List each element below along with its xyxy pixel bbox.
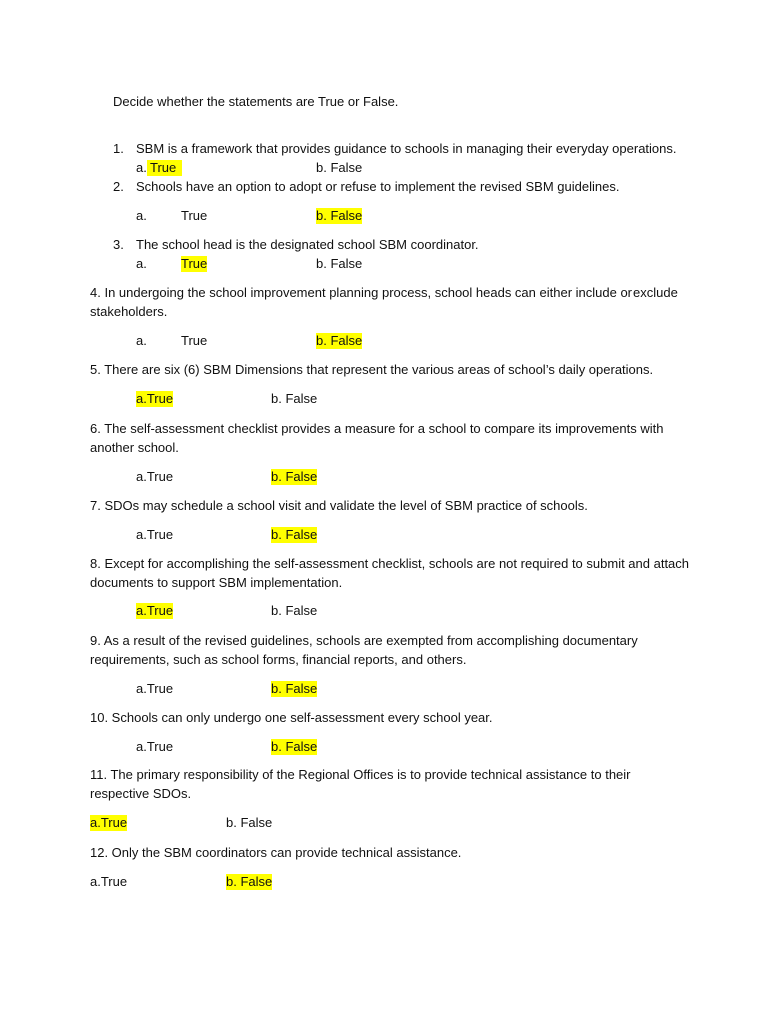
question-6-text-line1: 6. The self-assessment checklist provides a measure for a school to compare its improvements with (90, 421, 664, 436)
question-7-text: 7. SDOs may schedule a school visit and validate the level of SBM practice of schools. (90, 498, 588, 513)
question-10-option-a: a.True (136, 739, 174, 754)
question-9-option-b: b. False (271, 681, 318, 696)
question-8-text-line1: 8. Except for accomplishing the self-assessment checklist, schools are not required to submit and attach (90, 556, 690, 571)
question-1-option-b: b. False (316, 160, 363, 175)
question-5-option-a: a.True (136, 391, 174, 406)
question-11-text-line2: respective SDOs. (90, 786, 192, 801)
question-11-option-b: b. False (226, 815, 273, 830)
question-2-number: 2. (113, 179, 124, 194)
question-10-option-b: b. False (271, 739, 318, 754)
question-1-number: 1. (113, 141, 124, 156)
question-7-option-a: a.True (136, 527, 174, 542)
question-9-option-a: a.True (136, 681, 174, 696)
question-7-option-b: b. False (271, 527, 318, 542)
question-3-option-a-label: True (181, 256, 208, 271)
question-4-text-line1: 4. In undergoing the school improvement planning process, school heads can either include or (90, 285, 633, 300)
question-9-text-line2: requirements, such as school forms, financial reports, and others. (90, 652, 467, 667)
question-4-option-a-prefix: a. (136, 333, 147, 348)
question-3-text: The school head is the designated school SBM coordinator. (136, 237, 479, 252)
question-4-option-a-label: True (181, 333, 208, 348)
question-12-option-a: a.True (90, 874, 128, 889)
question-2-text: Schools have an option to adopt or refuse to implement the revised SBM guidelines. (136, 179, 620, 194)
question-8-option-a: a.True (136, 603, 174, 618)
question-2-option-b: b. False (316, 208, 363, 223)
instruction-text: Decide whether the statements are True or False. (113, 94, 399, 109)
question-3-number: 3. (113, 237, 124, 252)
question-11-text-line1: 11. The primary responsibility of the Regional Offices is to provide technical assistance to their (90, 767, 631, 782)
question-3-option-a-prefix: a. (136, 256, 147, 271)
question-12-option-b: b. False (226, 874, 273, 889)
question-4-option-b: b. False (316, 333, 363, 348)
question-2-option-a-prefix: a. (136, 208, 147, 223)
question-5-text: 5. There are six (6) SBM Dimensions that represent the various areas of school’s daily operations. (90, 362, 654, 377)
question-12-text: 12. Only the SBM coordinators can provide technical assistance. (90, 845, 462, 860)
question-10-text: 10. Schools can only undergo one self-assessment every school year. (90, 710, 493, 725)
question-1-option-a-prefix: a. (136, 160, 147, 175)
question-1-text: SBM is a framework that provides guidance to schools in managing their everyday operations. (136, 141, 677, 156)
question-5-option-b: b. False (271, 391, 318, 406)
question-9-text-line1: 9. As a result of the revised guidelines, schools are exempted from accomplishing documentary (90, 633, 638, 648)
question-11-option-a: a.True (90, 815, 128, 830)
question-4-text-line2: stakeholders. (90, 304, 168, 319)
question-1-option-a-label: True (147, 160, 182, 176)
question-6-option-b: b. False (271, 469, 318, 484)
question-3-option-b: b. False (316, 256, 363, 271)
question-6-option-a: a.True (136, 469, 174, 484)
question-4-text-line1-end: exclude (633, 285, 678, 300)
question-6-text-line2: another school. (90, 440, 179, 455)
question-8-text-line2: documents to support SBM implementation. (90, 575, 343, 590)
question-2-option-a-label: True (181, 208, 208, 223)
question-8-option-b: b. False (271, 603, 318, 618)
